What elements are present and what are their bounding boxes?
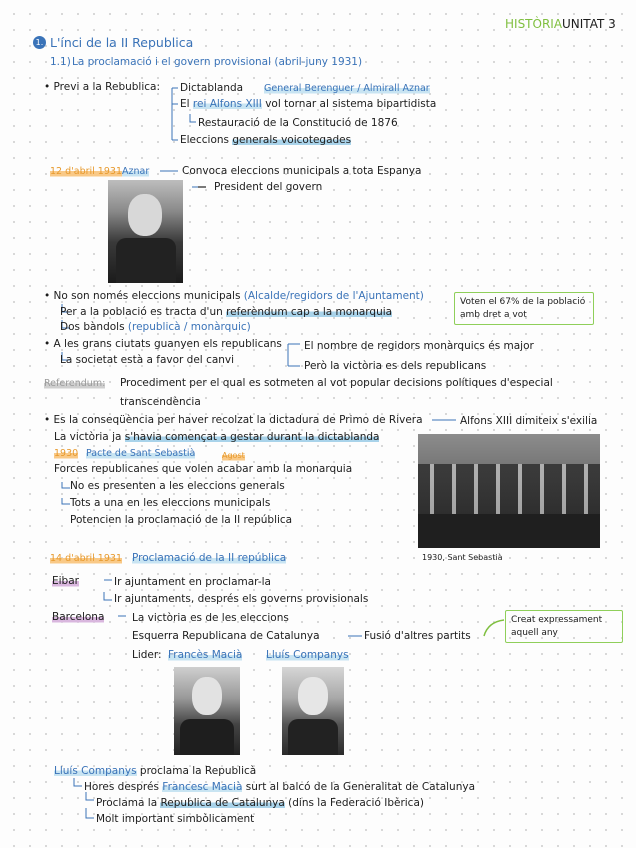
- president-govern: President del govern: [214, 181, 323, 193]
- no-son-line: • No son només eleccions municipals (Alcalde/regidors de l'Ajuntament): [44, 290, 424, 302]
- dictablanda: Dictablanda: [180, 82, 244, 94]
- barcelona-line-1: La victòria es de les eleccions: [132, 612, 289, 624]
- unit-label: UNITAT 3: [562, 17, 616, 31]
- referendum-definition-1: Procediment per el qual es sotmeten al vot popular decisions polítiques d'especial: [120, 377, 553, 389]
- alfons-dimiteix: Alfons XIII dimiteix s'exilia: [460, 415, 598, 427]
- section-number-badge: 1.: [33, 36, 46, 49]
- convoca-eleccions: Convoca eleccions municipals a tota Espanya: [182, 165, 422, 177]
- tots-a-una: Tots a una en les eleccions municipals: [70, 497, 271, 509]
- sant-sebastia-group-photo: [418, 434, 600, 548]
- potencien-proclamacio: Potencien la proclamació de la II república: [70, 514, 293, 526]
- photo-caption: 1930, Sant Sebastià: [422, 553, 503, 562]
- final-line-4: Molt important simbòlicament: [96, 813, 255, 825]
- rei-line: El rei Alfons XIII vol tornar al sistema bipartidista: [180, 98, 437, 110]
- forces-republicanes: Forces republicanes que volen acabar amb la monarquia: [54, 463, 353, 475]
- poblacio-line: Per a la població es tracta d'un referèndum cap a la monarquia: [60, 306, 393, 318]
- eibar-line-2: Ir ajuntaments, després els governs provisionals: [114, 593, 369, 605]
- pacte-sant-sebastia: Pacte de Sant Sebastià: [86, 448, 196, 459]
- pacte-month: Agost: [222, 451, 245, 460]
- restauracio: Restauració de la Constitució de 1876: [198, 117, 398, 129]
- dictablanda-names: General Berenguer / Almirall Aznar: [264, 83, 430, 94]
- referendum-definition-2: transcendència: [120, 396, 201, 408]
- lider-label: Lider:: [132, 649, 162, 661]
- dos-bandols-line: Dos bàndols (republicà / monàrquic): [60, 321, 251, 333]
- creat-box: Creat expressament aquell any: [505, 610, 623, 643]
- aznar-date: 12 d'abril 1931: [50, 166, 122, 177]
- subject-label: HISTÒRIA: [505, 17, 563, 31]
- victoria-republicans: Però la victòria es dels republicans: [304, 360, 487, 372]
- aznar-portrait: [108, 180, 183, 283]
- pacte-year: 1930: [54, 448, 79, 459]
- eibar-label: Eibar: [52, 575, 79, 587]
- no-presenten: No es presenten a les eleccions generals: [70, 480, 285, 492]
- macia-portrait: [174, 667, 240, 755]
- final-line-2: Hores després Francesc Macià surt al balcó de la Generalitat de Catalunya: [84, 781, 476, 793]
- section-title: L'ínci de la II Republica: [50, 35, 194, 50]
- vots-box: Voten el 67% de la població amb dret a vot: [454, 292, 594, 325]
- barcelona-line-2: Esquerra Republicana de Catalunya: [132, 630, 320, 642]
- final-line-3: Proclama la Republica de Catalunya (dins la Federació Ibèrica): [96, 797, 424, 809]
- barcelona-label: Barcelona: [52, 611, 105, 623]
- eibar-line-1: Ir ajuntament en proclamar-la: [114, 576, 271, 588]
- subsection-title: La proclamació i el govern provisional (abril-juny 1931): [72, 56, 363, 68]
- victoria-gestar: La victòria ja s'havia començat a gestar durant la dictablanda: [54, 431, 380, 443]
- regidors-monarquics: El nombre de regidors monàrquics és major: [304, 340, 534, 352]
- lider-companys: Lluís Companys: [266, 649, 349, 661]
- grans-ciutats: • A les grans ciutats guanyen els republicans: [44, 338, 282, 350]
- final-line-1: Lluís Companys proclama la Republicà: [54, 765, 257, 777]
- lider-macia: Francès Macià: [168, 649, 243, 661]
- proclamacio-date: 14 d'abril 1931: [50, 553, 122, 564]
- previ-label: • Previ a la Rebublica:: [44, 81, 161, 93]
- societat-canvi: La societat està a favor del canvi: [60, 354, 235, 366]
- proclamacio-title: Proclamació de la II república: [132, 552, 287, 564]
- referendum-label: Referendum:: [44, 378, 106, 389]
- subsection-number: 1.1): [50, 56, 71, 68]
- aznar-name: Aznar: [122, 166, 150, 177]
- consequencia-line: • Es la conseqüència per haver recolzat la dictadura de Primo de Rivera: [44, 414, 423, 426]
- companys-portrait: [282, 667, 344, 755]
- fusio-partits: Fusió d'altres partits: [364, 630, 471, 642]
- eleccions-line: Eleccions generals voicotegades: [180, 134, 352, 146]
